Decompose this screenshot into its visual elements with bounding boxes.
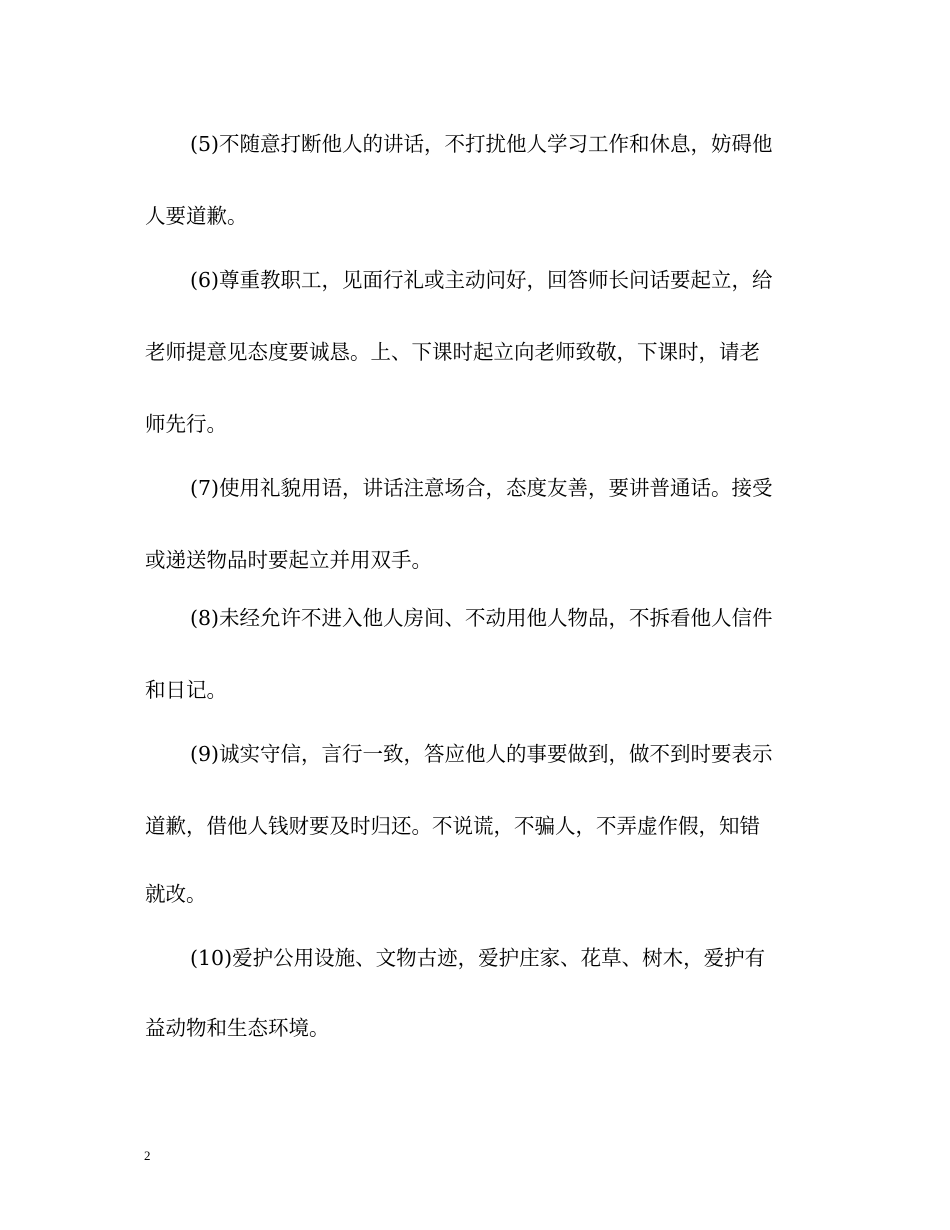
paragraph-8-line-2: 和日记。 [145, 678, 227, 702]
paragraph-8-line-1: (8)未经允许不进入他人房间、不动用他人物品，不拆看他人信件 [190, 606, 773, 630]
paragraph-10-line-2: 益动物和生态环境。 [145, 1016, 330, 1040]
paragraph-9-line-1: (9)诚实守信，言行一致，答应他人的事要做到，做不到时要表示 [190, 742, 773, 766]
paragraph-9-line-3: 就改。 [145, 882, 207, 906]
paragraph-7-line-2: 或递送物品时要起立并用双手。 [145, 548, 432, 572]
paragraph-5-line-2: 人要道歉。 [145, 204, 248, 228]
paragraph-6-line-1: (6)尊重教职工，见面行礼或主动问好，回答师长问话要起立，给 [190, 268, 773, 292]
paragraph-6-line-3: 师先行。 [145, 412, 227, 436]
paragraph-6-line-2: 老师提意见态度要诚恳。上、下课时起立向老师致敬，下课时，请老 [145, 340, 760, 364]
paragraph-9-line-2: 道歉，借他人钱财要及时归还。不说谎，不骗人，不弄虚作假，知错 [145, 814, 760, 838]
paragraph-5-line-1: (5)不随意打断他人的讲话，不打扰他人学习工作和休息，妨碍他 [190, 132, 773, 156]
paragraph-7-line-1: (7)使用礼貌用语，讲话注意场合，态度友善，要讲普通话。接受 [190, 476, 773, 500]
page-number: 2 [144, 1148, 151, 1163]
paragraph-10-line-1: (10)爱护公用设施、文物古迹，爱护庄家、花草、树木，爱护有 [190, 946, 766, 970]
